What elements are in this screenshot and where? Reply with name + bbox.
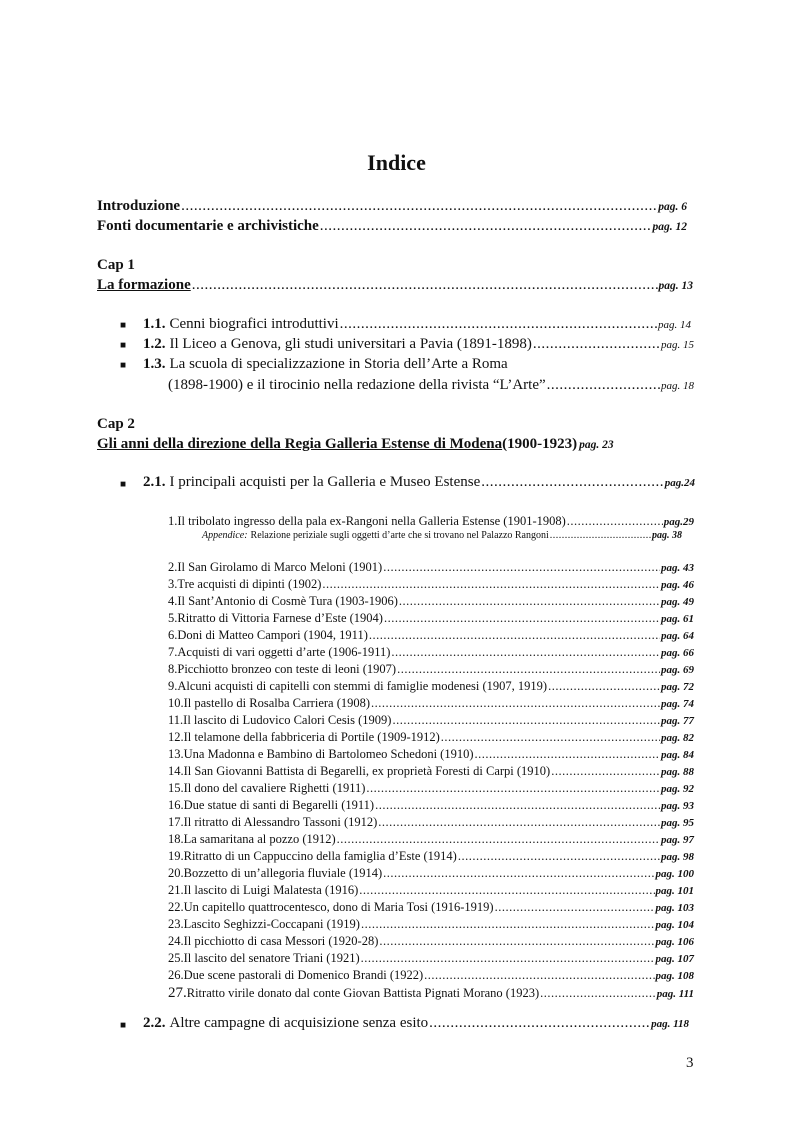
dot-leader xyxy=(481,474,664,491)
item-title: La samaritana al pozzo (1912) xyxy=(183,832,336,846)
toc-appendix[interactable] xyxy=(202,530,682,541)
item-number: 2. xyxy=(168,560,178,574)
section-page: pag. 18 xyxy=(661,380,694,392)
item-page: pag. 69 xyxy=(661,664,694,676)
dot-leader xyxy=(192,277,658,294)
toc-item[interactable] xyxy=(168,611,694,626)
dot-leader xyxy=(547,377,660,394)
item-page: pag. 74 xyxy=(661,698,694,710)
item-page: pag. 95 xyxy=(661,817,694,829)
dot-leader xyxy=(320,218,652,235)
toc-item[interactable] xyxy=(168,951,694,966)
item-page: pag.29 xyxy=(663,516,694,528)
item-page: pag. 107 xyxy=(655,953,694,965)
chapter-title: Gli anni della direzione della Regia Galleria Estense di Modena xyxy=(97,436,503,452)
item-page: pag. 82 xyxy=(661,732,694,744)
section-number: 1.1. xyxy=(143,316,166,332)
dot-leader xyxy=(375,798,660,813)
entry-label: Introduzione xyxy=(97,198,181,214)
toc-item[interactable] xyxy=(168,849,694,864)
item-title: Il dono del cavaliere Righetti (1911) xyxy=(183,781,366,795)
dot-leader xyxy=(397,662,660,677)
item-title: Due scene pastorali di Domenico Brandi (1922) xyxy=(183,968,424,982)
toc-item[interactable] xyxy=(168,645,694,660)
item-title: Il San Girolamo di Marco Meloni (1901) xyxy=(177,560,383,574)
item-title: Il picchiotto di casa Messori (1920-28) xyxy=(183,934,379,948)
item-number: 18. xyxy=(168,832,184,846)
toc-entry-chapter-1[interactable] xyxy=(97,277,693,294)
item-page: pag. 66 xyxy=(661,647,694,659)
item-title: Bozzetto di un’allegoria fluviale (1914) xyxy=(183,866,383,880)
dot-leader xyxy=(399,594,660,609)
dot-leader xyxy=(550,530,651,541)
item-title: Tre acquisti di dipinti (1902) xyxy=(177,577,322,591)
item-number: 22. xyxy=(168,900,184,914)
dot-leader xyxy=(429,1015,650,1032)
item-title: Il San Giovanni Battista di Begarelli, ex proprietà Foresti di Carpi (1910) xyxy=(183,764,551,778)
dot-leader xyxy=(495,900,655,915)
item-page: pag. 106 xyxy=(655,936,694,948)
dot-leader xyxy=(567,514,663,529)
toc-item[interactable] xyxy=(168,764,694,779)
item-page: pag. 88 xyxy=(661,766,694,778)
section-title: Altre campagne di acquisizione senza esito xyxy=(169,1015,429,1031)
toc-section-1-3[interactable] xyxy=(143,356,508,373)
dot-leader xyxy=(551,764,660,779)
item-page: pag. 77 xyxy=(661,715,694,727)
item-page: pag. 46 xyxy=(661,579,694,591)
toc-item[interactable] xyxy=(168,815,694,830)
toc-item[interactable] xyxy=(168,968,694,983)
item-title: Il tribolato ingresso della pala ex-Rangoni nella Galleria Estense (1901-1908) xyxy=(177,514,566,528)
item-number: 27. xyxy=(168,985,187,1001)
entry-page: pag. 23 xyxy=(579,439,614,451)
dot-leader xyxy=(371,696,660,711)
entry-label: Fonti documentarie e archivistiche xyxy=(97,218,319,234)
item-page: pag. 101 xyxy=(655,885,694,897)
item-title: Il pastello di Rosalba Carriera (1908) xyxy=(183,696,371,710)
toc-item[interactable] xyxy=(168,514,694,529)
bullet-icon: ■ xyxy=(120,340,127,351)
toc-item[interactable] xyxy=(168,985,694,1002)
item-number: 10. xyxy=(168,696,184,710)
dot-leader xyxy=(383,560,660,575)
dot-leader xyxy=(379,934,654,949)
item-number: 16. xyxy=(168,798,184,812)
item-page: pag. 64 xyxy=(661,630,694,642)
dot-leader xyxy=(424,968,654,983)
toc-item[interactable] xyxy=(168,781,694,796)
toc-section-1-2[interactable] xyxy=(143,336,694,353)
section-title: I principali acquisti per la Galleria e Museo Estense xyxy=(169,474,481,490)
dot-leader xyxy=(359,883,654,898)
section-number: 2.1. xyxy=(143,474,166,490)
dot-leader xyxy=(391,645,660,660)
item-title: Il telamone della fabbriceria di Portile (1909-1912) xyxy=(183,730,440,744)
dot-leader xyxy=(383,866,654,881)
appendix-text: Relazione periziale sugli oggetti d’arte che si trovano nel Palazzo Rangoni xyxy=(250,530,549,541)
dot-leader xyxy=(378,815,660,830)
toc-item[interactable] xyxy=(168,696,694,711)
dot-leader xyxy=(458,849,660,864)
entry-page: pag. 13 xyxy=(658,280,693,292)
section-number: 2.2. xyxy=(143,1015,166,1031)
entry-page: pag. 12 xyxy=(652,221,687,233)
toc-section-2-1[interactable] xyxy=(143,474,695,491)
item-number: 25. xyxy=(168,951,184,965)
item-number: 1. xyxy=(168,514,178,528)
toc-item[interactable] xyxy=(168,594,694,609)
item-number: 6. xyxy=(168,628,178,642)
toc-item[interactable] xyxy=(168,662,694,677)
item-title: Ritratto virile donato dal conte Giovan Battista Pignati Morano (1923) xyxy=(186,986,540,1000)
item-page: pag. 93 xyxy=(661,800,694,812)
item-page: pag. 103 xyxy=(655,902,694,914)
section-title: Cenni biografici introduttivi xyxy=(169,316,339,332)
item-number: 26. xyxy=(168,968,184,982)
item-title: Il lascito di Luigi Malatesta (1916) xyxy=(183,883,359,897)
section-title: La scuola di specializzazione in Storia dell’Arte a Roma xyxy=(169,356,508,372)
item-page: pag. 104 xyxy=(655,919,694,931)
item-title: Picchiotto bronzeo con teste di leoni (1907) xyxy=(177,662,397,676)
dot-leader xyxy=(340,316,657,333)
item-number: 7. xyxy=(168,645,178,659)
chapter-title-suffix: (1900-1923) xyxy=(502,436,578,452)
item-title: Doni di Matteo Campori (1904, 1911) xyxy=(177,628,368,642)
toc-section-2-2[interactable] xyxy=(143,1015,689,1032)
toc-item[interactable] xyxy=(168,679,694,694)
chapter-label: Cap 2 xyxy=(97,416,135,432)
toc-item[interactable] xyxy=(168,798,694,813)
section-page: pag.24 xyxy=(664,477,695,489)
item-title: Un capitello quattrocentesco, dono di Maria Tosi (1916-1919) xyxy=(183,900,494,914)
item-number: 15. xyxy=(168,781,184,795)
item-page: pag. 98 xyxy=(661,851,694,863)
item-page: pag. 108 xyxy=(655,970,694,982)
dot-leader xyxy=(337,832,660,847)
item-page: pag. 97 xyxy=(661,834,694,846)
item-title: Il ritratto di Alessandro Tassoni (1912) xyxy=(183,815,378,829)
item-page: pag. 84 xyxy=(661,749,694,761)
toc-entry-fonti[interactable] xyxy=(97,218,687,235)
dot-leader xyxy=(366,781,660,796)
item-page: pag. 72 xyxy=(661,681,694,693)
item-page: pag. 43 xyxy=(661,562,694,574)
item-number: 4. xyxy=(168,594,178,608)
item-number: 5. xyxy=(168,611,178,625)
dot-leader xyxy=(361,917,655,932)
dot-leader xyxy=(181,198,657,215)
dot-leader xyxy=(361,951,655,966)
dot-leader xyxy=(369,628,660,643)
entry-page: pag. 6 xyxy=(658,201,687,213)
section-page: pag. 15 xyxy=(661,339,694,351)
dot-leader xyxy=(548,679,660,694)
toc-entry-chapter-2[interactable] xyxy=(97,436,614,453)
toc-item[interactable] xyxy=(168,883,694,898)
section-number: 1.3. xyxy=(143,356,166,372)
item-number: 8. xyxy=(168,662,178,676)
chapter-title: La formazione xyxy=(97,277,191,293)
section-title: Il Liceo a Genova, gli studi universitari a Pavia (1891-1898) xyxy=(169,336,532,352)
item-number: 12. xyxy=(168,730,184,744)
item-number: 23. xyxy=(168,917,184,931)
bullet-icon: ■ xyxy=(120,320,127,331)
dot-leader xyxy=(475,747,661,762)
dot-leader xyxy=(441,730,660,745)
toc-item[interactable] xyxy=(168,730,694,745)
toc-item[interactable] xyxy=(168,900,694,915)
item-number: 19. xyxy=(168,849,184,863)
item-title: Il Sant’Antonio di Cosmè Tura (1903-1906) xyxy=(177,594,398,608)
item-number: 9. xyxy=(168,679,178,693)
appendix-page: pag. 38 xyxy=(652,530,682,541)
item-number: 20. xyxy=(168,866,184,880)
section-number: 1.2. xyxy=(143,336,166,352)
item-number: 21. xyxy=(168,883,184,897)
toc-section-1-1[interactable] xyxy=(143,316,691,333)
dot-leader xyxy=(533,336,660,353)
toc-section-1-3-cont[interactable] xyxy=(168,377,694,394)
item-number: 11. xyxy=(168,713,184,727)
bullet-icon: ■ xyxy=(120,360,127,371)
toc-item[interactable] xyxy=(168,934,694,949)
item-number: 17. xyxy=(168,815,184,829)
item-title: Il lascito del senatore Triani (1921) xyxy=(183,951,360,965)
toc-item[interactable] xyxy=(168,866,694,881)
bullet-icon: ■ xyxy=(120,479,127,490)
bullet-icon: ■ xyxy=(120,1020,127,1031)
chapter-label: Cap 1 xyxy=(97,257,135,273)
dot-leader xyxy=(392,713,660,728)
toc-item[interactable] xyxy=(168,560,694,575)
dot-leader xyxy=(384,611,660,626)
page-number: 3 xyxy=(686,1055,694,1071)
toc-item[interactable] xyxy=(168,628,694,643)
toc-item[interactable] xyxy=(168,713,694,728)
item-title: Alcuni acquisti di capitelli con stemmi di famiglie modenesi (1907, 1919) xyxy=(177,679,548,693)
toc-item[interactable] xyxy=(168,832,694,847)
section-page: pag. 14 xyxy=(658,319,691,331)
item-number: 24. xyxy=(168,934,184,948)
section-page: pag. 118 xyxy=(651,1018,689,1030)
item-number: 13. xyxy=(168,747,184,761)
toc-item[interactable] xyxy=(168,577,694,592)
section-title-cont: (1898-1900) e il tirocinio nella redazione della rivista “L’Arte” xyxy=(168,377,546,393)
dot-leader xyxy=(322,577,660,592)
item-number: 14. xyxy=(168,764,184,778)
item-page: pag. 92 xyxy=(661,783,694,795)
item-title: Il lascito di Ludovico Calori Cesis (1909) xyxy=(183,713,392,727)
item-title: Lascito Seghizzi-Coccapani (1919) xyxy=(183,917,360,931)
item-title: Ritratto di un Cappuccino della famiglia d’Este (1914) xyxy=(183,849,457,863)
item-title: Ritratto di Vittoria Farnese d’Este (1904) xyxy=(177,611,383,625)
dot-leader xyxy=(540,986,656,1001)
item-page: pag. 61 xyxy=(661,613,694,625)
item-title: Acquisti di vari oggetti d’arte (1906-1911) xyxy=(177,645,391,659)
item-page: pag. 100 xyxy=(655,868,694,880)
toc-item[interactable] xyxy=(168,747,694,762)
item-page: pag. 49 xyxy=(661,596,694,608)
item-title: Due statue di santi di Begarelli (1911) xyxy=(183,798,375,812)
toc-entry-introduzione[interactable] xyxy=(97,198,687,215)
page-title: Indice xyxy=(367,150,426,175)
item-number: 3. xyxy=(168,577,178,591)
item-title: Una Madonna e Bambino di Bartolomeo Schedoni (1910) xyxy=(183,747,474,761)
appendix-label: Appendice: xyxy=(202,530,248,541)
toc-item[interactable] xyxy=(168,917,694,932)
item-page: pag. 111 xyxy=(656,988,694,1000)
